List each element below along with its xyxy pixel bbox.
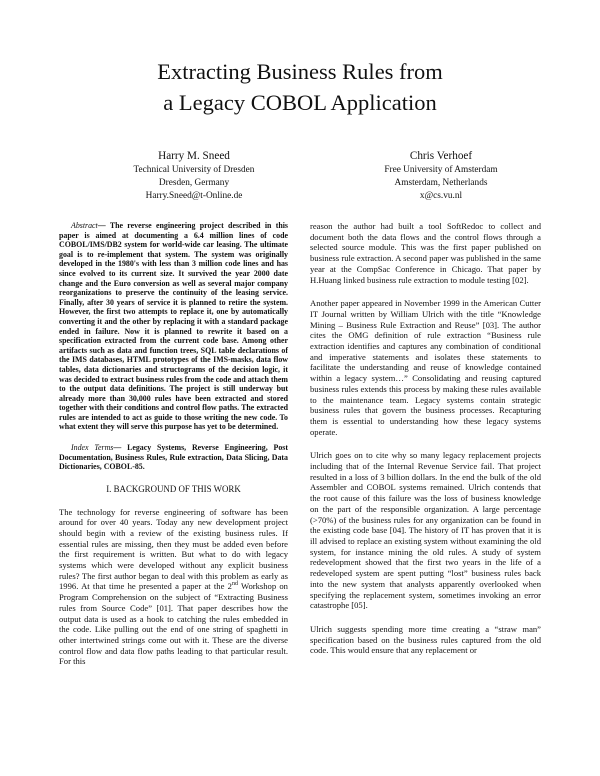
author-email: x@cs.vu.nl [419, 191, 463, 201]
author-name: Chris Verhoef [409, 150, 473, 162]
body-text: The technology for reverse engineering of software has been around for over 40 years. Today any new development project should begin with a review of the existing business rules. If essential rules are missing, then they must be added even before the first requirement is written. But what to do with legacy systems which were developed without any explicit business rules? The first author began to deal with this problem as early as 1996. At that time he presented a paper at the 2 [59, 506, 288, 592]
author-email: Harry.Sneed@t-Online.de [145, 191, 243, 201]
author-name: Harry M. Sneed [158, 150, 230, 162]
left-column [59, 221, 288, 677]
index-terms [59, 443, 288, 472]
superscript: nd [231, 581, 238, 588]
abstract-text: — The reverse engineering project described in this paper is aimed at documenting a 6.4 million lines of code COBOL/IMS/DB2 system for world-wide car leasing. The ultimate goal is to re-implement that system. The system was originally developed in the 1980's with less than 3 million code lines and has since evolved to its current size. It survived the year 2000 date change and the Euro conversion as well as several major company reorganizations to preserve the continuity of the leasing service. Finally, after 30 years of service it is planned to retire the system. However, the first two attempts to replace it, one by automatically converting it and the other by replacing it with a standard package ended in failure. Now it is planned to rewrite it based on a specification extracted from the current code base. Among other artifacts such as data and function trees, SQL table declarations of the IMS databases, HTML prototypes of the IMS-masks, data flow tables, data dictionaries and structograms of the decision logic, it was decided to extract business rules from the code and attach them to the output data definitions. The project is still underway but already more than 30,000 rules have been extracted and stored together with their conditions and control flow paths. The extracted rules are intended to act as guide to those writing the new code. To what extent they will serve this purpose has yet to be determined. [59, 221, 288, 432]
body-paragraph [59, 507, 288, 668]
right-column [310, 221, 541, 669]
abstract [59, 221, 288, 432]
body-paragraph: Another paper appeared in November 1999 in the American Cutter IT Journal written by William Ulrich with the title “Knowledge Mining – Business Rule Extraction and Reuse” [03]. The author cites the OMG definition of rule extraction “Business rule extraction identifies and captures any combination of conditional and imperative statements and isolates these statements to facilitate the understanding and reuse of knowledge contained within a legacy system…” Consolidating and reusing captured business rules extends this process by making these rules available to the maintenance team. Legacy systems contain strategic business rules that govern the business processes. Recapturing them is essential to understanding how these legacy systems operate. [310, 298, 541, 437]
body-paragraph: Ulrich suggests spending more time creating a “straw man” specification based on the business rules captured from the old code. This would ensure that any replacement or [310, 623, 541, 656]
body-paragraph: reason the author had built a tool SoftRedoc to collect and document both the data flows and the control flows through a selected source module. This was the first paper published on business rule extraction. A second paper was published in the same year at the CompSac Conference in Chicago. That paper by H.Huang linked business rule extraction to module testing [02]. [310, 221, 541, 285]
section-heading: I. BACKGROUND OF THIS WORK [106, 483, 241, 494]
body-text: Workshop on Program Comprehension on the subject of “Extracting Business rules from Source Code” [01]. That paper describes how the output data is used as a hook to catching the rules embedded in the code. Like pulling out the end of one string of spaghetti in other intertwined strings come out with it. These are the diverse control flow and data flow paths leading to that particular result. For this [59, 581, 288, 667]
index-terms-label: Index Terms [71, 443, 114, 453]
author-affiliation: Free University of Amsterdam [384, 165, 498, 175]
author-location: Dresden, Germany [158, 178, 230, 188]
body-paragraph: Ulrich goes on to cite why so many legacy replacement projects including that of the Internal Revenue Service fail. That project resulted in a loss of 3 billion dollars. In the end the bulk of the old Assembler and COBOL systems remained. Ulrich contends that the root cause of this failure was the loss of business knowledge on the part of the responsible organization. A large percentage (>70%) of the business rules for any organization can be found in the existing code base [04]. The history of IT has proven that it is ill advised to replace an existing system without examining the old system, for instance mining the old rules. A study of system redevelopment showed that the first two years in the life of a redeveloped system are spent putting “lost” business rules back into the new system that analysts apparently overlooked when specifying the replacement system, sometimes invoking an error catastrophe [05]. [310, 450, 541, 611]
author-block-2 [331, 148, 551, 203]
title-line-2: a Legacy COBOL Application [163, 90, 437, 115]
author-location: Amsterdam, Netherlands [394, 178, 488, 188]
author-block-1 [84, 148, 304, 203]
abstract-label: Abstract [71, 221, 98, 230]
title-line-1: Extracting Business Rules from [157, 59, 443, 84]
author-affiliation: Technical University of Dresden [133, 165, 255, 175]
index-terms-text: — Legacy Systems, Reverse Engineering, Post Documentation, Business Rules, Rule extraction, Data Slicing, Data Dictionaries, COBOL-85. [59, 443, 288, 472]
paper-title [0, 56, 600, 118]
